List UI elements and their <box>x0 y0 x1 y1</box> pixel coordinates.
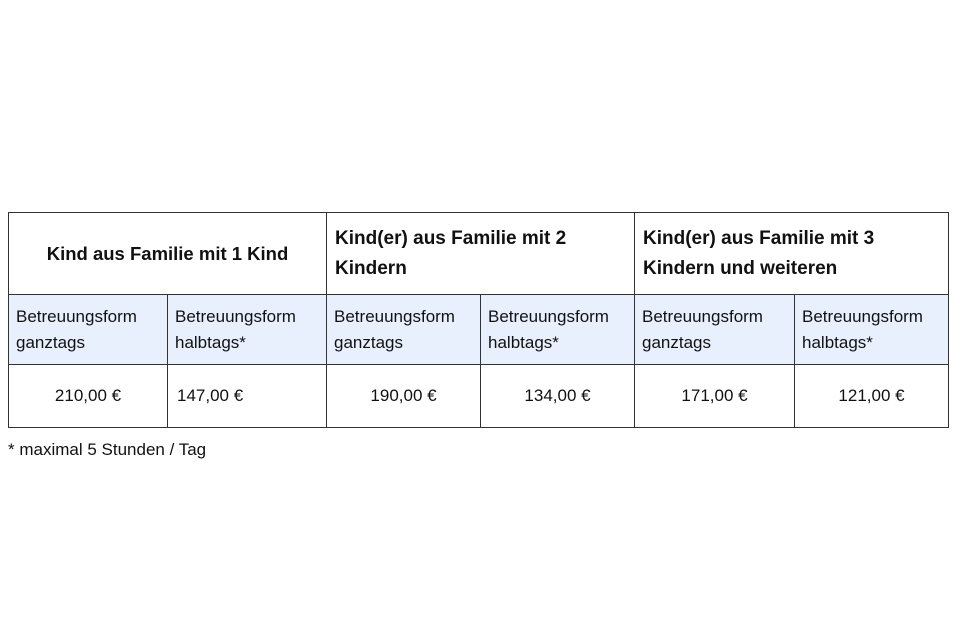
care-type-header-row <box>9 295 949 365</box>
footnote: * maximal 5 Stunden / Tag <box>8 440 207 459</box>
header-two-children: Kind(er) aus Familie mit 2 Kindern <box>327 213 635 295</box>
subheader-cell: Betreuungsform ganztags <box>327 295 481 365</box>
subheader-cell: Betreuungsform halbtags* <box>795 295 949 365</box>
subheader-cell: Betreuungsform halbtags* <box>481 295 635 365</box>
fee-table <box>8 212 949 428</box>
fee-cell: 147,00 € <box>168 365 327 428</box>
fee-cell: 134,00 € <box>481 365 635 428</box>
subheader-cell: Betreuungsform ganztags <box>635 295 795 365</box>
subheader-cell: Betreuungsform halbtags* <box>168 295 327 365</box>
fee-cell: 121,00 € <box>795 365 949 428</box>
header-one-child: Kind aus Familie mit 1 Kind <box>9 213 327 295</box>
fee-cell: 171,00 € <box>635 365 795 428</box>
fee-value-row <box>9 365 949 428</box>
family-size-header-row <box>9 213 949 295</box>
fee-cell: 190,00 € <box>327 365 481 428</box>
subheader-cell: Betreuungsform ganztags <box>9 295 168 365</box>
header-three-children: Kind(er) aus Familie mit 3 Kindern und weiteren <box>635 213 949 295</box>
fee-cell: 210,00 € <box>9 365 168 428</box>
